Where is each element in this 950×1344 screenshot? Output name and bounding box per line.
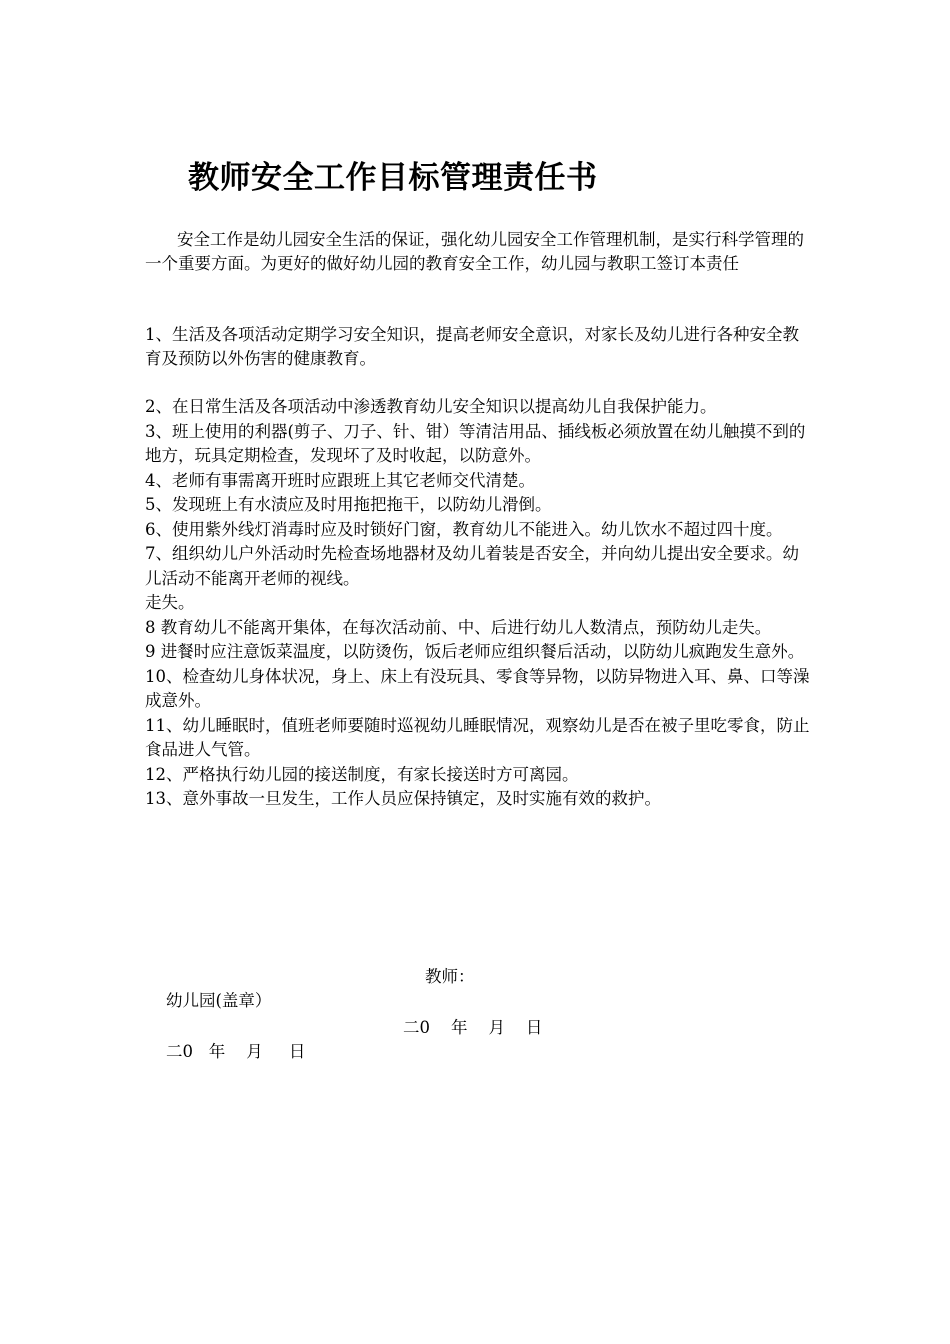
list-item: 13、意外事故一旦发生，工作人员应保持镇定，及时实施有效的救护。	[145, 789, 661, 808]
list-item: 12、严格执行幼儿园的接送制度，有家长接送时方可离园。	[145, 764, 579, 784]
list-item: 4、老师有事需离开班时应跟班上其它老师交代清楚。	[145, 470, 535, 490]
list-item: 9 进餐时应注意饭菜温度，以防烫伤，饭后老师应组织餐后活动，以防幼儿疯跑发生意外。	[145, 642, 805, 661]
list-item: 10、检查幼儿身体状况，身上、床上有没玩具、零食等异物，以防异物进入耳、鼻、口等澡成意外。	[145, 666, 810, 710]
teacher-label: 教师：	[425, 967, 475, 986]
list-item: 7、组织幼儿户外活动时先检查场地器材及幼儿着装是否安全，并向幼儿提出安全要求。幼儿活动不能离开老师的视线。	[145, 544, 799, 588]
list-item: 8 教育幼儿不能离开集体，在每次活动前、中、后进行幼儿人数清点，预防幼儿走失。	[145, 617, 772, 637]
list-item: 3、班上使用的利器(剪子、刀子、针、钳）等清洁用品、插线板必须放置在幼儿触摸不到的地方，玩具定期检查，发现坏了及时收起，以防意外。	[145, 421, 806, 465]
list-item: 5、发现班上有水渍应及时用拖把拖干，以防幼儿滑倒。	[145, 495, 552, 514]
document-title: 教师安全工作目标管理责任书	[188, 160, 598, 196]
list-item: 6、使用紫外线灯消毒时应及时锁好门窗，教育幼儿不能进入。幼儿饮水不超过四十度。	[145, 519, 783, 539]
date-right: 二0 年 月 日	[403, 1018, 543, 1037]
intro-paragraph: 安全工作是幼儿园安全生活的保证，强化幼儿园安全工作管理机制，是实行科学管理的一个重要方面。为更好的做好幼儿园的教育安全工作，幼儿园与教职工签订本责任	[145, 230, 804, 273]
item-1-paragraph: 1、生活及各项活动定期学习安全知识，提高老师安全意识，对家长及幼儿进行各种安全教育及预防以外伤害的健康教育。	[145, 325, 799, 368]
date-row	[145, 1016, 543, 1112]
list-item: 11、幼儿睡眠时，值班老师要随时巡视幼儿睡眠情况，观察幼儿是否在被子里吃零食，防止食品进人气管。	[145, 715, 810, 759]
kindergarten-seal-label: 幼儿园(盖章）	[165, 991, 272, 1010]
date-left: 二0 年 月 日	[165, 1042, 306, 1061]
list-item: 2、在日常生活及各项活动中渗透教育幼儿安全知识以提高幼儿自我保护能力。	[145, 397, 717, 416]
items-list	[145, 395, 815, 812]
list-item: 走失。	[145, 593, 195, 612]
